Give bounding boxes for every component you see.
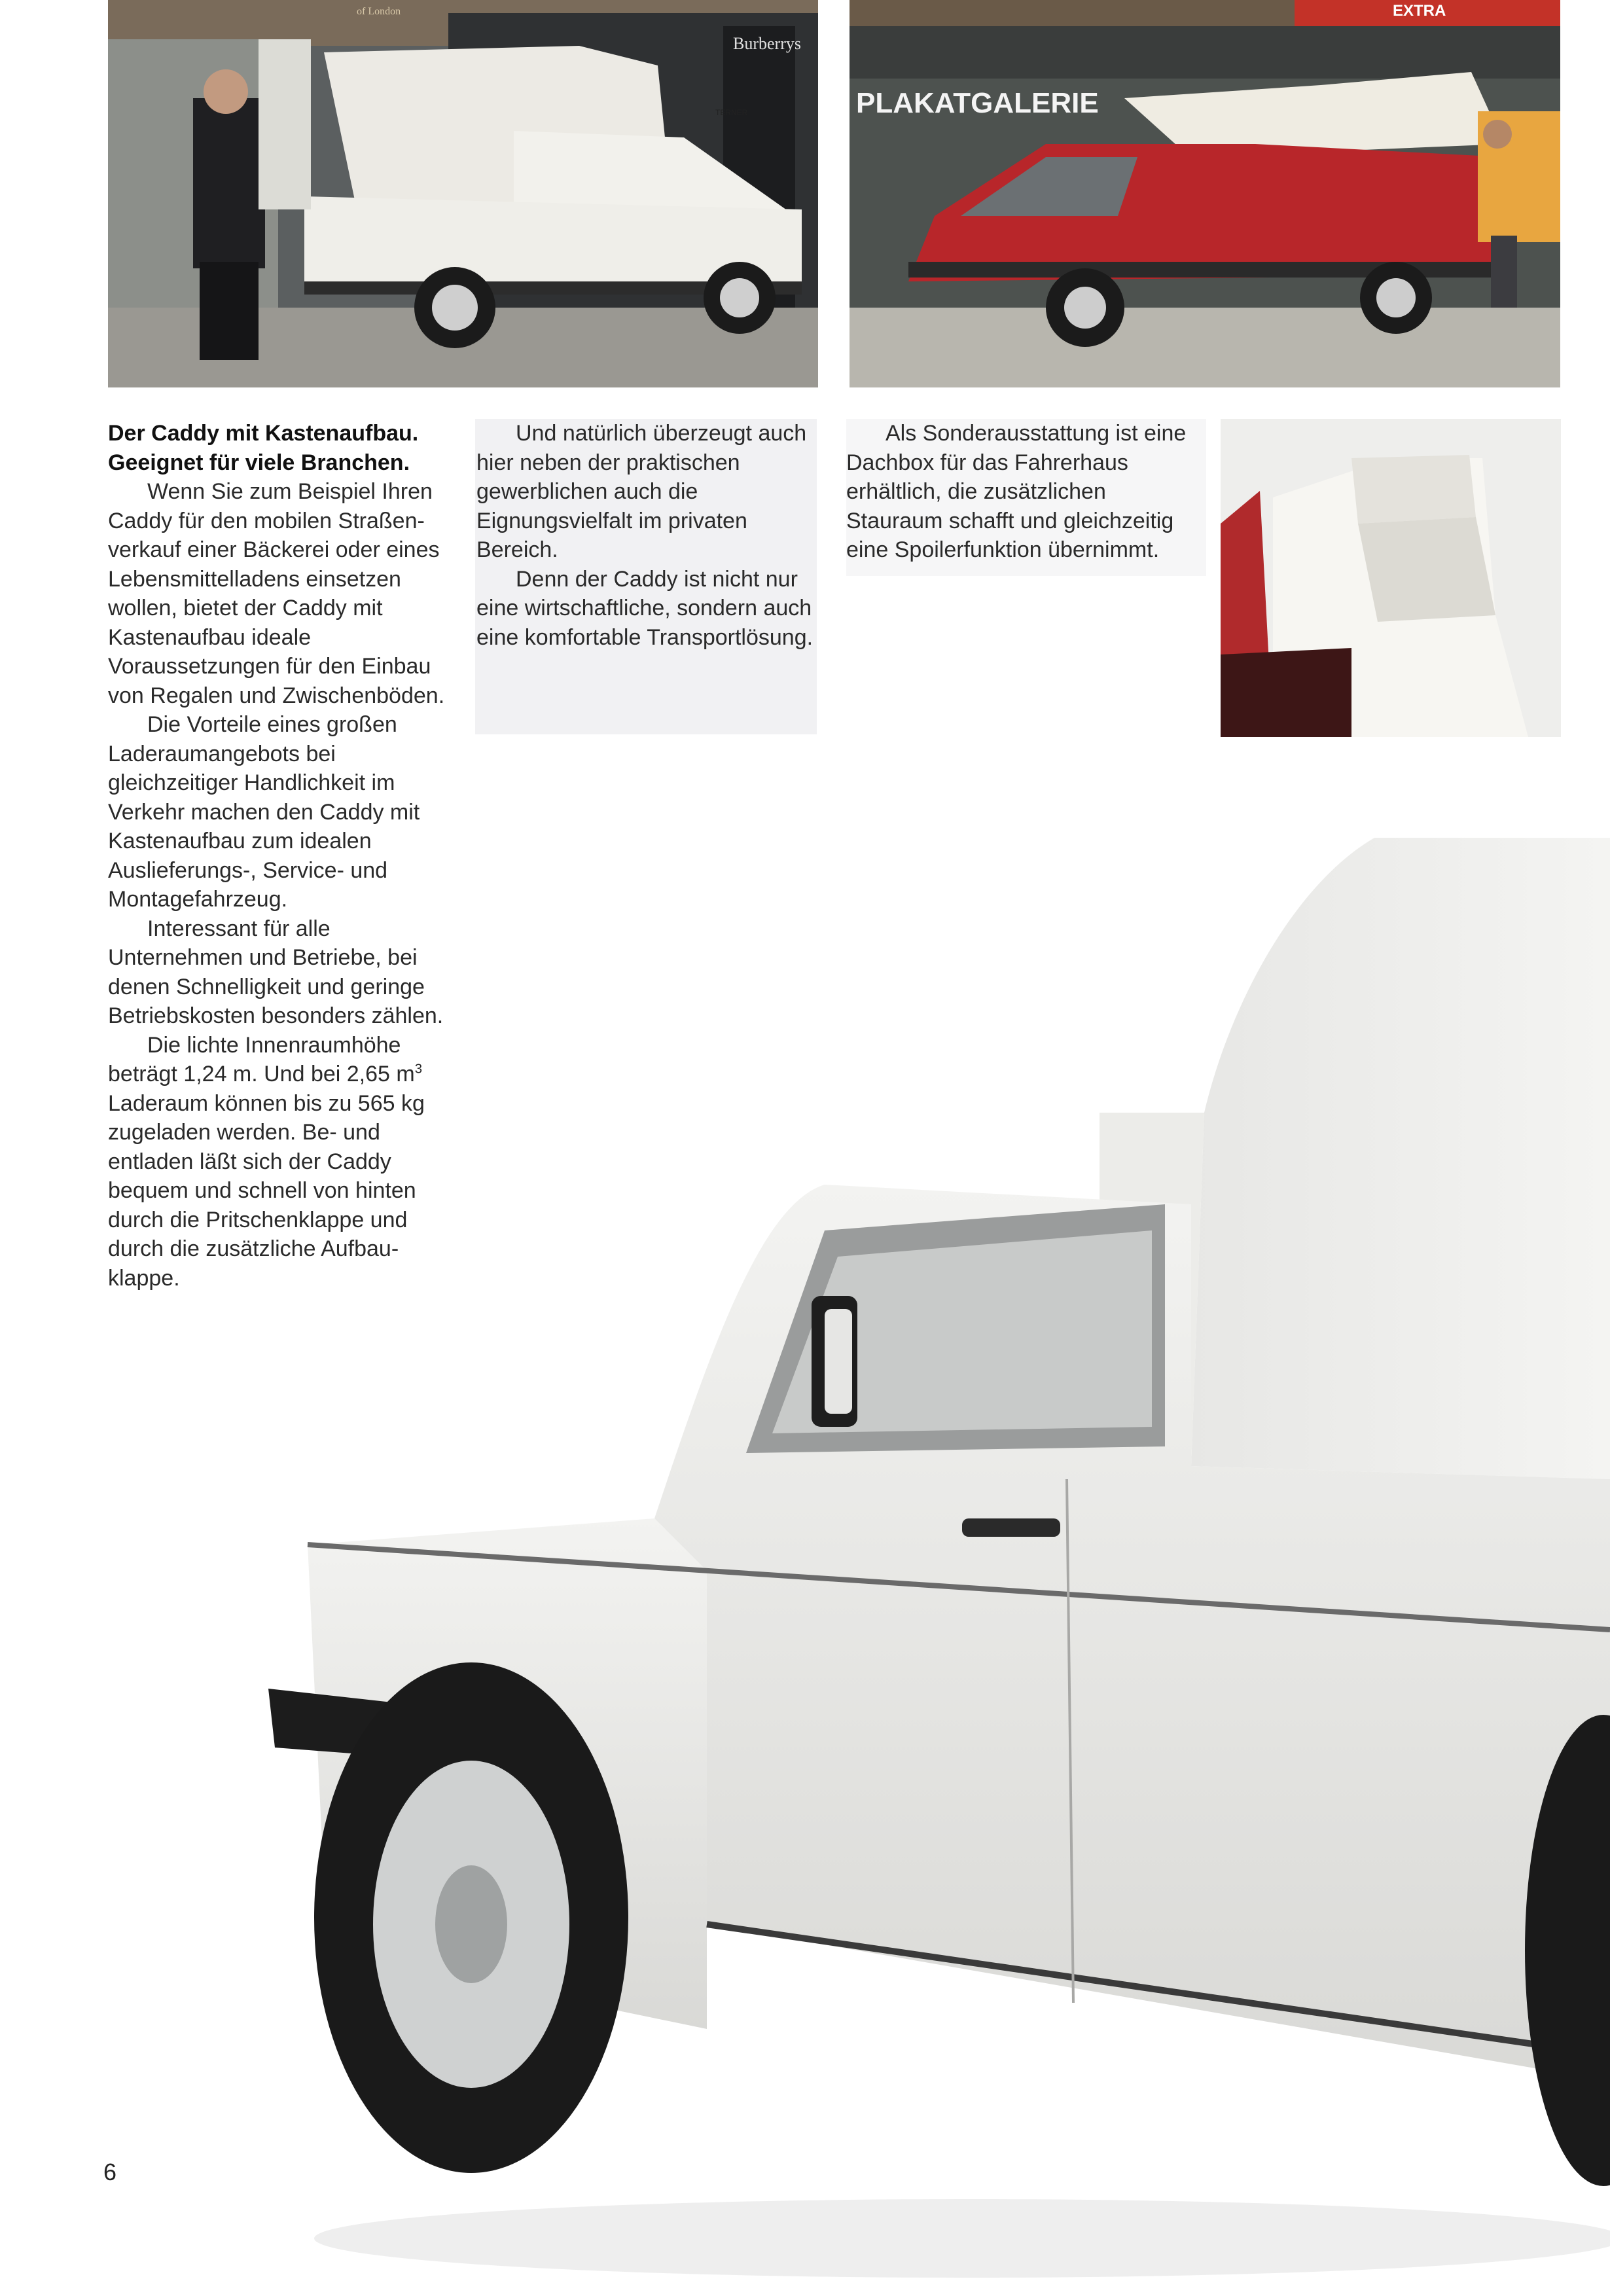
page-number: 6: [103, 2159, 117, 2185]
photo-white-caddy-large: [249, 838, 1610, 2296]
shop-sign-of-london: of London: [357, 6, 401, 17]
paragraph-5: Und natürlich überzeugt auch hier neben der praktischen gewerblichen auch die Eignungsvielfalt im privaten Bereich.: [476, 421, 807, 562]
photo-white-caddy-street: [108, 0, 818, 387]
paragraph-4-part-a: Die lichte Innenraumhöhe beträgt 1,24 m. Und bei 2,65 m: [108, 1032, 415, 1086]
paragraph-1: Wenn Sie zum Beispiel Ihren Caddy für den mobilen Straßenverkauf einer Bäckerei oder eines Lebensmittelladens einsetzen wollen, bietet der Caddy mit Kastenaufbau ideale Voraussetzungen für den Einbau von Regalen und Zwischenböden.: [108, 479, 445, 708]
photo-roof-box: [1221, 419, 1561, 737]
shop-sign-terner: TERNER: [715, 108, 748, 117]
headline: [108, 419, 455, 477]
paragraph-3: Interessant für alle Unternehmen und Betriebe, bei denen Schnelligkeit und geringe Betriebskosten besonders zählen.: [108, 916, 444, 1028]
shop-sign-burberrys: Burberrys: [733, 34, 801, 53]
shop-sign-plakatgalerie: PLAKATGALERIE: [856, 87, 1099, 119]
photo-red-caddy-plakatgalerie: [850, 0, 1560, 387]
paragraph-2: Die Vorteile eines großen Laderaumangebots bei gleichzeitiger Handlichkeit im Verkehr machen den Caddy mit Kastenaufbau zum idealen Auslieferungs-, Service- und Montagefahrzeug.: [108, 712, 420, 912]
paragraph-7: Als Sonderausstattung ist eine Dachbox für das Fahrerhaus erhältlich, die zusätzlichen Stauraum schafft und gleichzeitig eine Spoilerfunktion übernimmt.: [846, 421, 1187, 562]
cubic-superscript: 3: [414, 1062, 423, 1077]
paragraph-6: Denn der Caddy ist nicht nur eine wirtschaftliche, sondern auch eine komfortable Transportlösung.: [476, 566, 814, 650]
headline-line-2: Geeignet für viele Branchen.: [108, 450, 410, 475]
headline-line-1: Der Caddy mit Kastenaufbau.: [108, 421, 419, 446]
shop-sign-extra: EXTRA: [1393, 2, 1446, 20]
text-column-3: [846, 419, 1193, 565]
text-column-2: [476, 419, 817, 652]
paragraph-4-part-b: Laderaum können bis zu 565 kg zugeladen werden. Be- und entladen läßt sich der Caddy bequem und schnell von hinten durch die Pritschenklappe und durch die zusätzliche Aufbauklappe.: [108, 1090, 425, 1291]
